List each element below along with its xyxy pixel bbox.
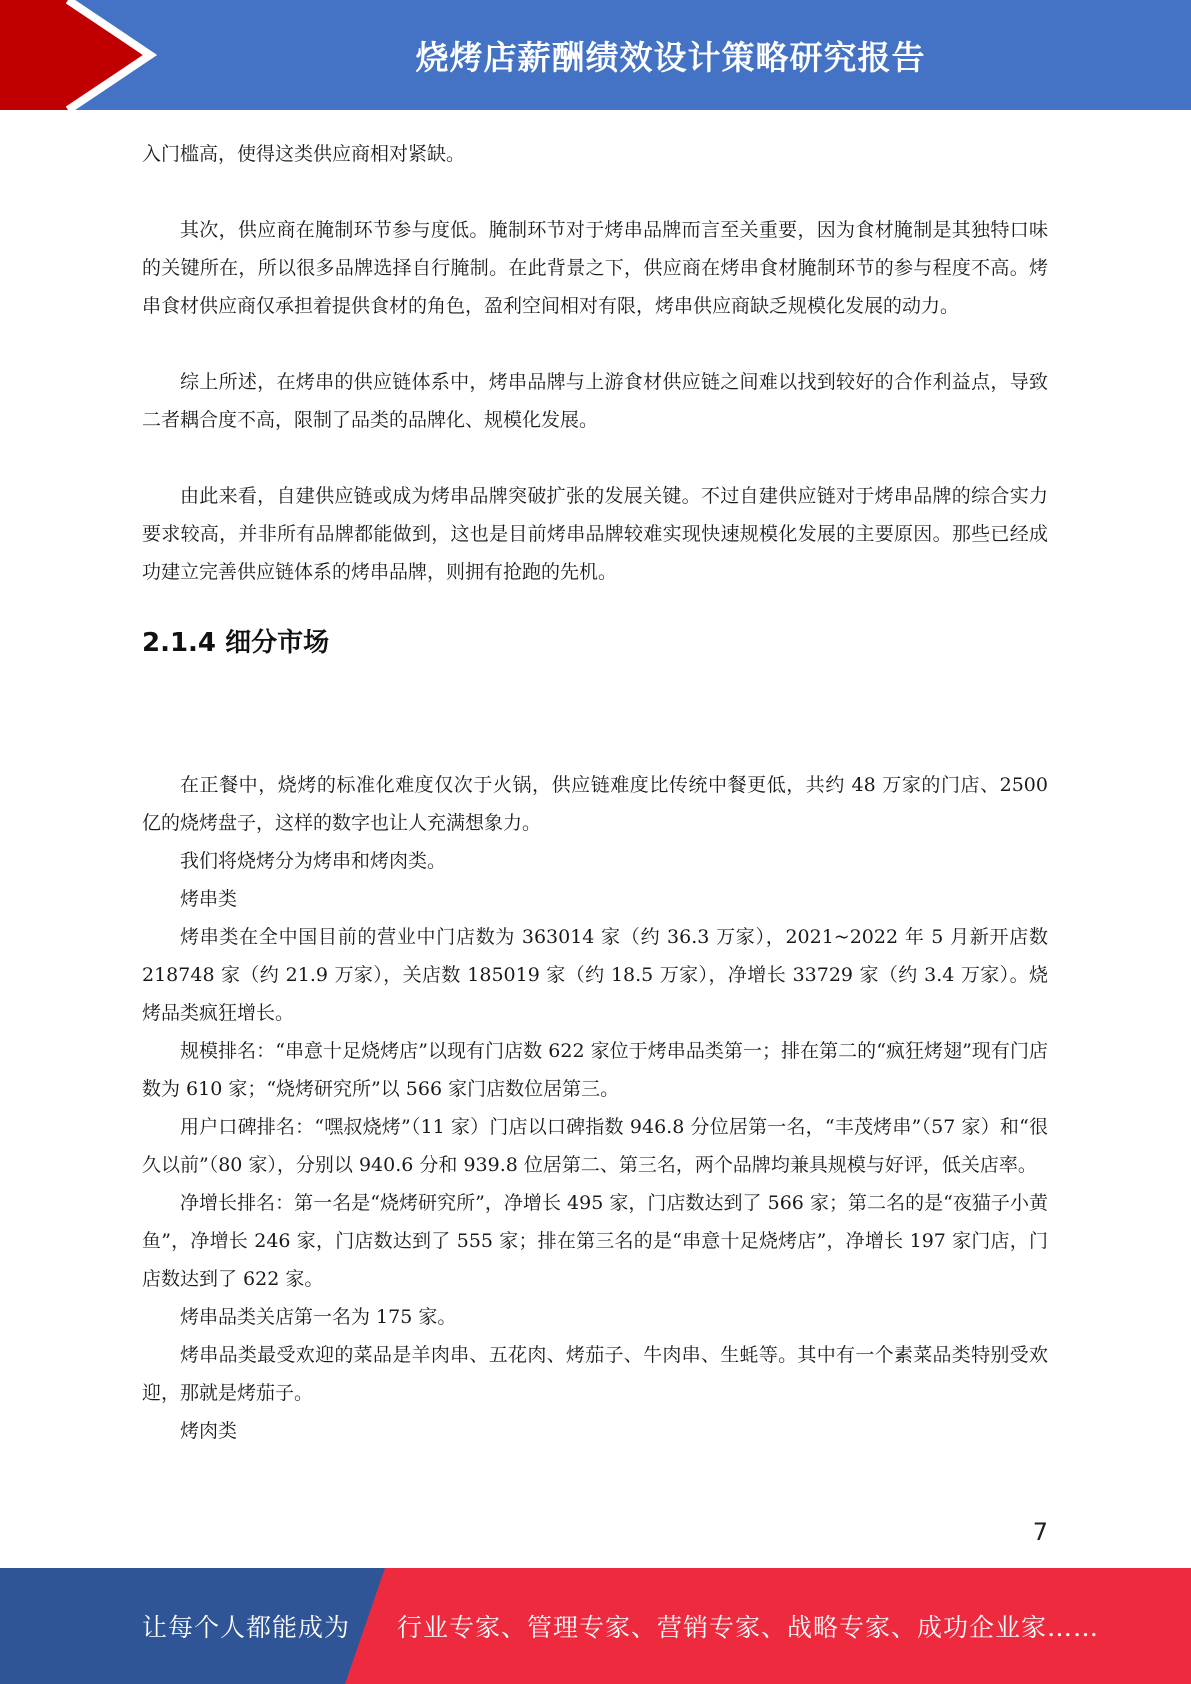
section-heading: 2.1.4 细分市场: [142, 628, 330, 658]
page-header: [0, 0, 1191, 110]
footer-slogan-left: 让每个人都能成为: [142, 1613, 351, 1642]
page-content: [142, 135, 1048, 1450]
paragraph: 烤串品类关店第一名为 175 家。: [180, 1306, 457, 1328]
report-title: 烧烤店薪酬绩效设计策略研究报告: [415, 37, 926, 77]
paragraph: 烤串品类最受欢迎的菜品是羊肉串、五花肉、烤茄子、牛肉串、生蚝等。其中有一个素菜品类特别受欢迎，那就是烤茄子。: [142, 1344, 1048, 1404]
paragraph: 我们将烧烤分为烤串和烤肉类。: [180, 850, 447, 872]
paragraph: 用户口碑排名：“嘿叔烧烤”（11 家）门店以口碑指数 946.8 分位居第一名，“丰茂烤串”（57 家）和“很久以前”（80 家），分别以 940.6 分和 939.8 位居第二、第三名，两个品牌均兼具规模与好评，低关店率。: [142, 1116, 1048, 1176]
footer-slogan-right: 行业专家、管理专家、营销专家、战略专家、成功企业家……: [397, 1613, 1100, 1642]
subheading-kaochuan: 烤串类: [180, 888, 238, 910]
paragraph: 由此来看，自建供应链或成为烤串品牌突破扩张的发展关键。不过自建供应链对于烤串品牌的综合实力要求较高，并非所有品牌都能做到，这也是目前烤串品牌较难实现快速规模化发展的主要原因。那些已经成功建立完善供应链体系的烤串品牌，则拥有抢跑的先机。: [142, 485, 1048, 583]
header-red-arrow: [0, 0, 150, 110]
paragraph: 其次，供应商在腌制环节参与度低。腌制环节对于烤串品牌而言至关重要，因为食材腌制是其独特口味的关键所在，所以很多品牌选择自行腌制。在此背景之下，供应商在烤串食材腌制环节的参与程度不高。烤串食材供应商仅承担着提供食材的角色，盈利空间相对有限，烤串供应商缺乏规模化发展的动力。: [142, 219, 1048, 317]
subheading-kaorou: 烤肉类: [180, 1420, 238, 1442]
paragraph-continued: 入门槛高，使得这类供应商相对紧缺。: [142, 143, 466, 165]
page-footer: [0, 1568, 1191, 1684]
paragraph: 净增长排名：第一名是“烧烤研究所”，净增长 495 家，门店数达到了 566 家；第二名的是“夜猫子小黄鱼”，净增长 246 家，门店数达到了 555 家；排在第三名的是“串意十足烧烤店”，净增长 197 家门店，门店数达到了 622 家。: [142, 1192, 1048, 1290]
paragraph: 烤串类在全中国目前的营业中门店数为 363014 家（约 36.3 万家），2021~2022 年 5 月新开店数 218748 家（约 21.9 万家），关店数 185019 家（约 18.5 万家），净增长 33729 家（约 3.4 万家）。烧烤品类疯狂增长。: [142, 926, 1048, 1024]
paragraph: 规模排名：“串意十足烧烤店”以现有门店数 622 家位于烤串品类第一；排在第二的“疯狂烤翅”现有门店数为 610 家；“烧烤研究所”以 566 家门店数位居第三。: [142, 1040, 1048, 1100]
page-number: 7: [1032, 1518, 1048, 1546]
paragraph: 在正餐中，烧烤的标准化难度仅次于火锅，供应链难度比传统中餐更低，共约 48 万家的门店、2500 亿的烧烤盘子，这样的数字也让人充满想象力。: [142, 774, 1048, 834]
paragraph: 综上所述，在烤串的供应链体系中，烤串品牌与上游食材供应链之间难以找到较好的合作利益点，导致二者耦合度不高，限制了品类的品牌化、规模化发展。: [142, 371, 1048, 431]
